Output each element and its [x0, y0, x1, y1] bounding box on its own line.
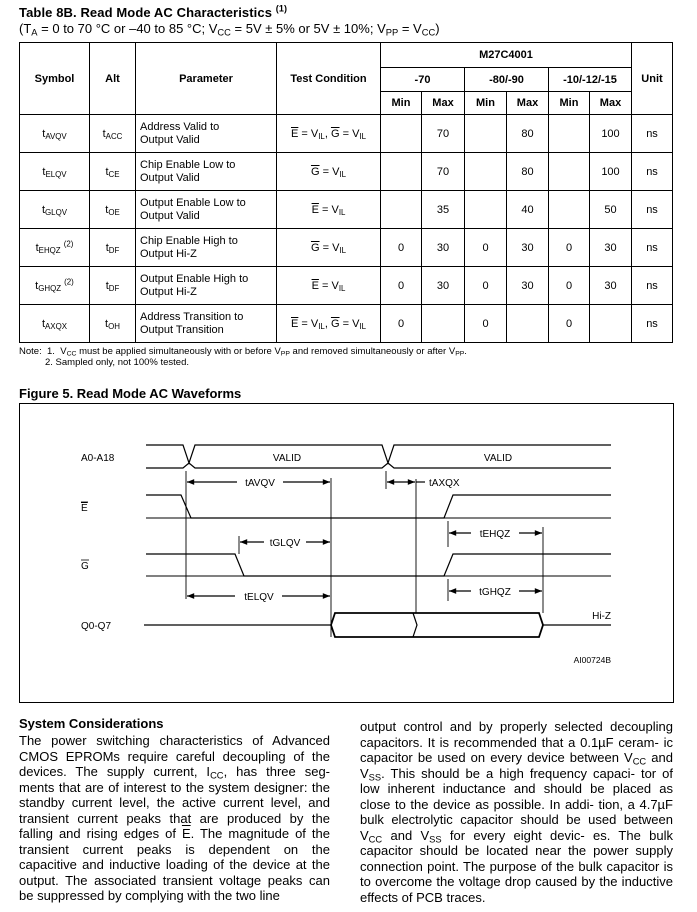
- eq: =: [319, 241, 333, 254]
- figure-title: Figure 5. Read Mode AC Waveforms: [19, 386, 242, 401]
- vpp-eq: =: [398, 21, 414, 36]
- text-line: output control and by properly selected decoupling: [360, 719, 673, 734]
- cell-value: [549, 115, 590, 153]
- q-valid-data: [331, 613, 543, 637]
- header-speed-80-90: -80/-90: [465, 68, 549, 92]
- cell-unit: ns: [632, 267, 673, 305]
- header-alt: Alt: [90, 43, 136, 115]
- note-1: [19, 346, 467, 357]
- param-line: Output Hi-Z: [140, 285, 197, 298]
- text-line: the output. The associated transient voltage peaks: [19, 857, 330, 888]
- cell-value: 30: [590, 229, 632, 267]
- text-line: bulk capacitor is to overcome the voltage drop: [360, 858, 673, 889]
- table-title-text: Table 8B. Read Mode AC Characteristics: [19, 5, 273, 20]
- note-sub: PP: [280, 350, 290, 358]
- header-device: M27C4001: [381, 43, 632, 68]
- comma: ,: [324, 127, 331, 140]
- cell-alt: [90, 305, 136, 343]
- cell-value: 80: [507, 115, 549, 153]
- il-sub: IL: [318, 321, 325, 331]
- eq: =: [298, 127, 311, 140]
- cell-value: 0: [381, 267, 422, 305]
- note-sub: CC: [66, 350, 77, 358]
- cell-test-condition: [277, 305, 381, 343]
- label-taxqx: tAXQX: [429, 478, 460, 489]
- g-signal-high: [146, 554, 611, 576]
- eq: =: [318, 203, 332, 216]
- text-line: , has three seg-: [223, 764, 331, 779]
- text-line: es. The bulk capacitor should be located near the: [360, 827, 673, 858]
- vpp-sub: PP: [385, 27, 399, 38]
- param-line: Address Transition to: [140, 310, 244, 323]
- cell-value: 30: [590, 267, 632, 305]
- label-hi-z: Hi-Z: [592, 611, 611, 622]
- header-symbol: Symbol: [20, 43, 90, 115]
- label-valid-2: VALID: [483, 453, 513, 464]
- cell-parameter: [136, 115, 277, 153]
- text-line: tion, a 4.7µF bulk electrolytic capacitor should be: [360, 796, 673, 827]
- cell-parameter: [136, 267, 277, 305]
- param-line: Output Enable High to: [140, 272, 249, 285]
- cell-value: 30: [422, 267, 465, 305]
- note-text: V: [60, 346, 67, 357]
- note-text: must be applied simultaneously with or before V: [76, 346, 281, 357]
- cell-test-condition: [277, 229, 381, 267]
- header-unit: Unit: [632, 43, 673, 115]
- signal-q0-q7: Q0-Q7: [81, 621, 112, 632]
- cell-parameter: [136, 305, 277, 343]
- alt-sub: DF: [108, 283, 120, 293]
- table-body: [20, 115, 673, 343]
- address-bus-bottom: [146, 463, 611, 468]
- param-line: Output Valid: [140, 133, 200, 146]
- table-conditions: [19, 21, 440, 36]
- cell-value: 0: [465, 267, 507, 305]
- il-sub: IL: [359, 131, 366, 141]
- alt-t: t: [105, 279, 109, 292]
- note-2: 2. Sampled only, not 100% tested.: [45, 357, 189, 368]
- text-line: . The magnitude of: [190, 826, 306, 841]
- section-text-left: [19, 733, 330, 904]
- cell-value: 30: [507, 267, 549, 305]
- text-line: caused by the inductive effects of PCB traces.: [360, 874, 673, 905]
- cell-value: 0: [549, 229, 590, 267]
- il-sub: IL: [339, 169, 347, 179]
- cell-unit: ns: [632, 191, 673, 229]
- eq: =: [298, 317, 311, 330]
- v: V: [310, 317, 319, 330]
- table-title-footnote: (1): [275, 3, 288, 14]
- signal-g: G: [81, 561, 89, 572]
- symbol-t: t: [41, 203, 46, 216]
- cell-value: 40: [507, 191, 549, 229]
- vcc-label: V: [208, 21, 218, 36]
- signal-bar-g: $\overline{G}$: [310, 241, 320, 254]
- cell-unit: ns: [632, 229, 673, 267]
- cell-value: 0: [549, 267, 590, 305]
- il-sub: IL: [339, 245, 347, 255]
- alt-t: t: [105, 165, 109, 178]
- cell-alt: [90, 191, 136, 229]
- alt-t: t: [105, 203, 109, 216]
- label-tavqv: tAVQV: [245, 478, 275, 489]
- cell-test-condition: [277, 267, 381, 305]
- param-line: Output Enable Low to: [140, 196, 246, 209]
- table-row: [20, 305, 673, 343]
- header-max: Max: [507, 92, 549, 115]
- cell-symbol: [20, 229, 90, 267]
- symbol-sub: AVQV: [45, 131, 67, 141]
- cell-symbol: [20, 267, 90, 305]
- section-text-right: [360, 719, 673, 905]
- symbol-t: t: [35, 279, 39, 292]
- q-transition: [413, 613, 417, 637]
- signal-bar-g: $\overline{G}$: [310, 165, 320, 178]
- signal-bar-g: $\overline{G}$: [330, 127, 340, 140]
- text-line: capacitive and inductive loading of the device at: [19, 857, 307, 872]
- cell-value: 100: [590, 115, 632, 153]
- header-speed-10-12-15: -10/-12/-15: [549, 68, 632, 92]
- param-line: Chip Enable High to: [140, 234, 238, 247]
- cell-value: [465, 115, 507, 153]
- cell-alt: [90, 229, 136, 267]
- cell-value: [549, 191, 590, 229]
- text-line: ic capacitor be used on every device between V: [360, 734, 673, 765]
- symbol-sub: GHQZ: [38, 283, 62, 293]
- note-sub: PP: [455, 350, 465, 358]
- v: V: [331, 203, 339, 216]
- cell-test-condition: [277, 115, 381, 153]
- cell-parameter: [136, 229, 277, 267]
- cell-value: 80: [507, 153, 549, 191]
- cell-value: 30: [507, 229, 549, 267]
- cell-unit: ns: [632, 305, 673, 343]
- v: V: [332, 241, 340, 254]
- il-sub: IL: [338, 283, 346, 293]
- cell-value: [381, 153, 422, 191]
- table-row: [20, 115, 673, 153]
- param-line: Output Valid: [140, 209, 200, 222]
- text-line: the falling and rising edges of: [19, 810, 330, 841]
- eq: =: [339, 317, 353, 330]
- text-overline: $\overline{E}$: [181, 826, 191, 841]
- cell-value: 30: [422, 229, 465, 267]
- param-line: Address Valid to: [140, 120, 220, 133]
- cell-symbol: [20, 115, 90, 153]
- ta-text: = 0 to 70 °C or –40 to 85 °C;: [37, 21, 209, 36]
- table-row: [20, 267, 673, 305]
- text-sub: CC: [632, 756, 647, 767]
- cell-value: 50: [590, 191, 632, 229]
- header-min: Min: [381, 92, 422, 115]
- cell-value: 0: [381, 229, 422, 267]
- symbol-footnote: (2): [63, 238, 74, 248]
- label-valid-1: VALID: [272, 453, 302, 464]
- comma: ,: [324, 317, 331, 330]
- e-signal-high: [146, 495, 611, 518]
- cell-value: [422, 305, 465, 343]
- table-row: [20, 229, 673, 267]
- paren: (: [19, 21, 24, 36]
- text-sub: SS: [368, 771, 382, 782]
- param-line: Chip Enable Low to: [140, 158, 236, 171]
- param-line: Output Valid: [140, 171, 200, 184]
- section-title: System Considerations: [19, 716, 164, 731]
- text-line: ments that are of interest to the system designer:: [19, 779, 308, 795]
- text-line: the standby current level, the active current level,: [19, 779, 330, 810]
- label-telqv: tELQV: [244, 592, 274, 603]
- header-test-condition: Test Condition: [277, 43, 381, 115]
- table-row: [20, 153, 673, 191]
- header-speed-70: -70: [381, 68, 465, 92]
- param-line: Output Transition: [140, 323, 224, 336]
- eq: =: [318, 279, 332, 292]
- symbol-t: t: [35, 241, 39, 254]
- v: V: [331, 279, 339, 292]
- cell-alt: [90, 115, 136, 153]
- vpp-label: V: [377, 21, 386, 36]
- table-notes: [19, 346, 467, 368]
- figure-code: AI00724B: [573, 655, 611, 665]
- cell-value: [381, 191, 422, 229]
- param-line: Output Hi-Z: [140, 247, 197, 260]
- paren: ): [435, 21, 440, 36]
- cell-value: 100: [590, 153, 632, 191]
- signal-bar-e: $\overline{E}$: [311, 279, 319, 292]
- cell-value: 0: [549, 305, 590, 343]
- cell-symbol: [20, 305, 90, 343]
- il-sub: IL: [338, 207, 346, 217]
- text-line: for every eight devic-: [441, 827, 585, 843]
- text-line: used between V: [360, 812, 673, 843]
- cell-value: 0: [381, 305, 422, 343]
- note-label: Note:: [19, 346, 42, 357]
- symbol-footnote: (2): [64, 276, 74, 286]
- text-line: The power switching characteristics of Advanced: [19, 733, 330, 748]
- waveform-figure: [19, 403, 674, 703]
- alt-t: t: [102, 127, 106, 140]
- alt-sub: OH: [108, 321, 120, 331]
- alt-sub: DF: [108, 245, 120, 255]
- header-parameter: Parameter: [136, 43, 277, 115]
- text-sub: SS: [429, 833, 442, 844]
- label-tehqz: tEHQZ: [479, 529, 511, 540]
- text-line: power supply connection point. The purpose of the: [360, 843, 673, 874]
- symbol-sub: ELQV: [45, 169, 67, 179]
- text-line: devices. The supply current, I: [19, 764, 211, 779]
- vcc-sub: CC: [217, 27, 231, 38]
- cell-unit: ns: [632, 153, 673, 191]
- text-line: tor of low inherent inductance and should be: [360, 765, 674, 796]
- cell-alt: [90, 153, 136, 191]
- symbol-t: t: [42, 127, 46, 140]
- alt-sub: OE: [108, 207, 120, 217]
- cell-value: 35: [422, 191, 465, 229]
- text-line: can be suppressed by complying with the two line: [19, 872, 330, 903]
- header-max: Max: [590, 92, 632, 115]
- ac-characteristics-table: [19, 42, 673, 343]
- v: V: [352, 317, 360, 330]
- symbol-sub: AXQX: [45, 321, 68, 331]
- ta-label: T: [23, 21, 32, 36]
- vcc-text: = 5V ± 5% or 5V ± 10%;: [230, 21, 378, 36]
- cell-alt: [90, 267, 136, 305]
- vcc2-label: V: [413, 21, 422, 36]
- header-min: Min: [465, 92, 507, 115]
- table-row: [20, 191, 673, 229]
- text-line: and transient current peaks that are produced by: [19, 795, 330, 826]
- note-text: and removed simultaneously or after V: [289, 346, 456, 357]
- v: V: [332, 165, 340, 178]
- vcc2-sub: CC: [421, 27, 436, 38]
- cell-value: 0: [465, 229, 507, 267]
- cell-value: [465, 191, 507, 229]
- cell-parameter: [136, 191, 277, 229]
- cell-value: [549, 153, 590, 191]
- text-line: and V: [360, 750, 673, 781]
- cell-test-condition: [277, 191, 381, 229]
- cell-symbol: [20, 153, 90, 191]
- v: V: [352, 127, 360, 140]
- v: V: [310, 127, 319, 140]
- label-tglqv: tGLQV: [269, 538, 301, 549]
- note-number: 1.: [47, 346, 55, 357]
- table-title: [19, 5, 287, 20]
- cell-unit: ns: [632, 115, 673, 153]
- ta-sub: A: [31, 27, 38, 38]
- cell-value: 0: [465, 305, 507, 343]
- cell-parameter: [136, 153, 277, 191]
- signal-bar-e: $\overline{E}$: [291, 127, 299, 140]
- signal-bar-g: $\overline{G}$: [330, 317, 340, 330]
- symbol-sub: EHQZ: [38, 245, 61, 255]
- alt-t: t: [105, 241, 109, 254]
- text-line: placed as close to the device as possible. In addi-: [360, 781, 673, 812]
- cell-value: [381, 115, 422, 153]
- text-line: CMOS EPROMs require careful decoupling of the: [19, 748, 330, 764]
- il-sub: IL: [318, 131, 325, 141]
- cell-symbol: [20, 191, 90, 229]
- alt-sub: CE: [108, 169, 120, 179]
- cell-value: [465, 153, 507, 191]
- note-text: .: [464, 346, 467, 357]
- alt-t: t: [105, 317, 109, 330]
- text-sub: CC: [210, 770, 224, 781]
- symbol-sub: GLQV: [45, 207, 68, 217]
- eq: =: [319, 165, 333, 178]
- address-bus-top: [146, 445, 611, 463]
- waveform-diagram: [20, 404, 675, 704]
- label-tghqz: tGHQZ: [479, 587, 511, 598]
- header-max: Max: [422, 92, 465, 115]
- cell-value: [590, 305, 632, 343]
- eq: =: [339, 127, 353, 140]
- header-min: Min: [549, 92, 590, 115]
- alt-sub: ACC: [105, 131, 123, 141]
- text-line: the transient current peaks is dependent on the: [19, 826, 330, 857]
- text-sub: CC: [368, 833, 383, 844]
- il-sub: IL: [359, 321, 366, 331]
- symbol-t: t: [42, 165, 46, 178]
- signal-bar-e: $\overline{E}$: [291, 317, 299, 330]
- signal-bar-e: $\overline{E}$: [311, 203, 319, 216]
- text-line: capacitors. It is recommended that a 0.1µF ceram-: [360, 734, 659, 750]
- cell-value: 70: [422, 153, 465, 191]
- signal-e: E: [81, 503, 88, 514]
- signal-a0-a18: A0-A18: [81, 453, 115, 464]
- cell-test-condition: [277, 153, 381, 191]
- text-line: . This should be a high frequency capaci-: [381, 765, 635, 781]
- text-line: and V: [382, 827, 430, 843]
- cell-value: 70: [422, 115, 465, 153]
- symbol-t: t: [41, 317, 46, 330]
- cell-value: [507, 305, 549, 343]
